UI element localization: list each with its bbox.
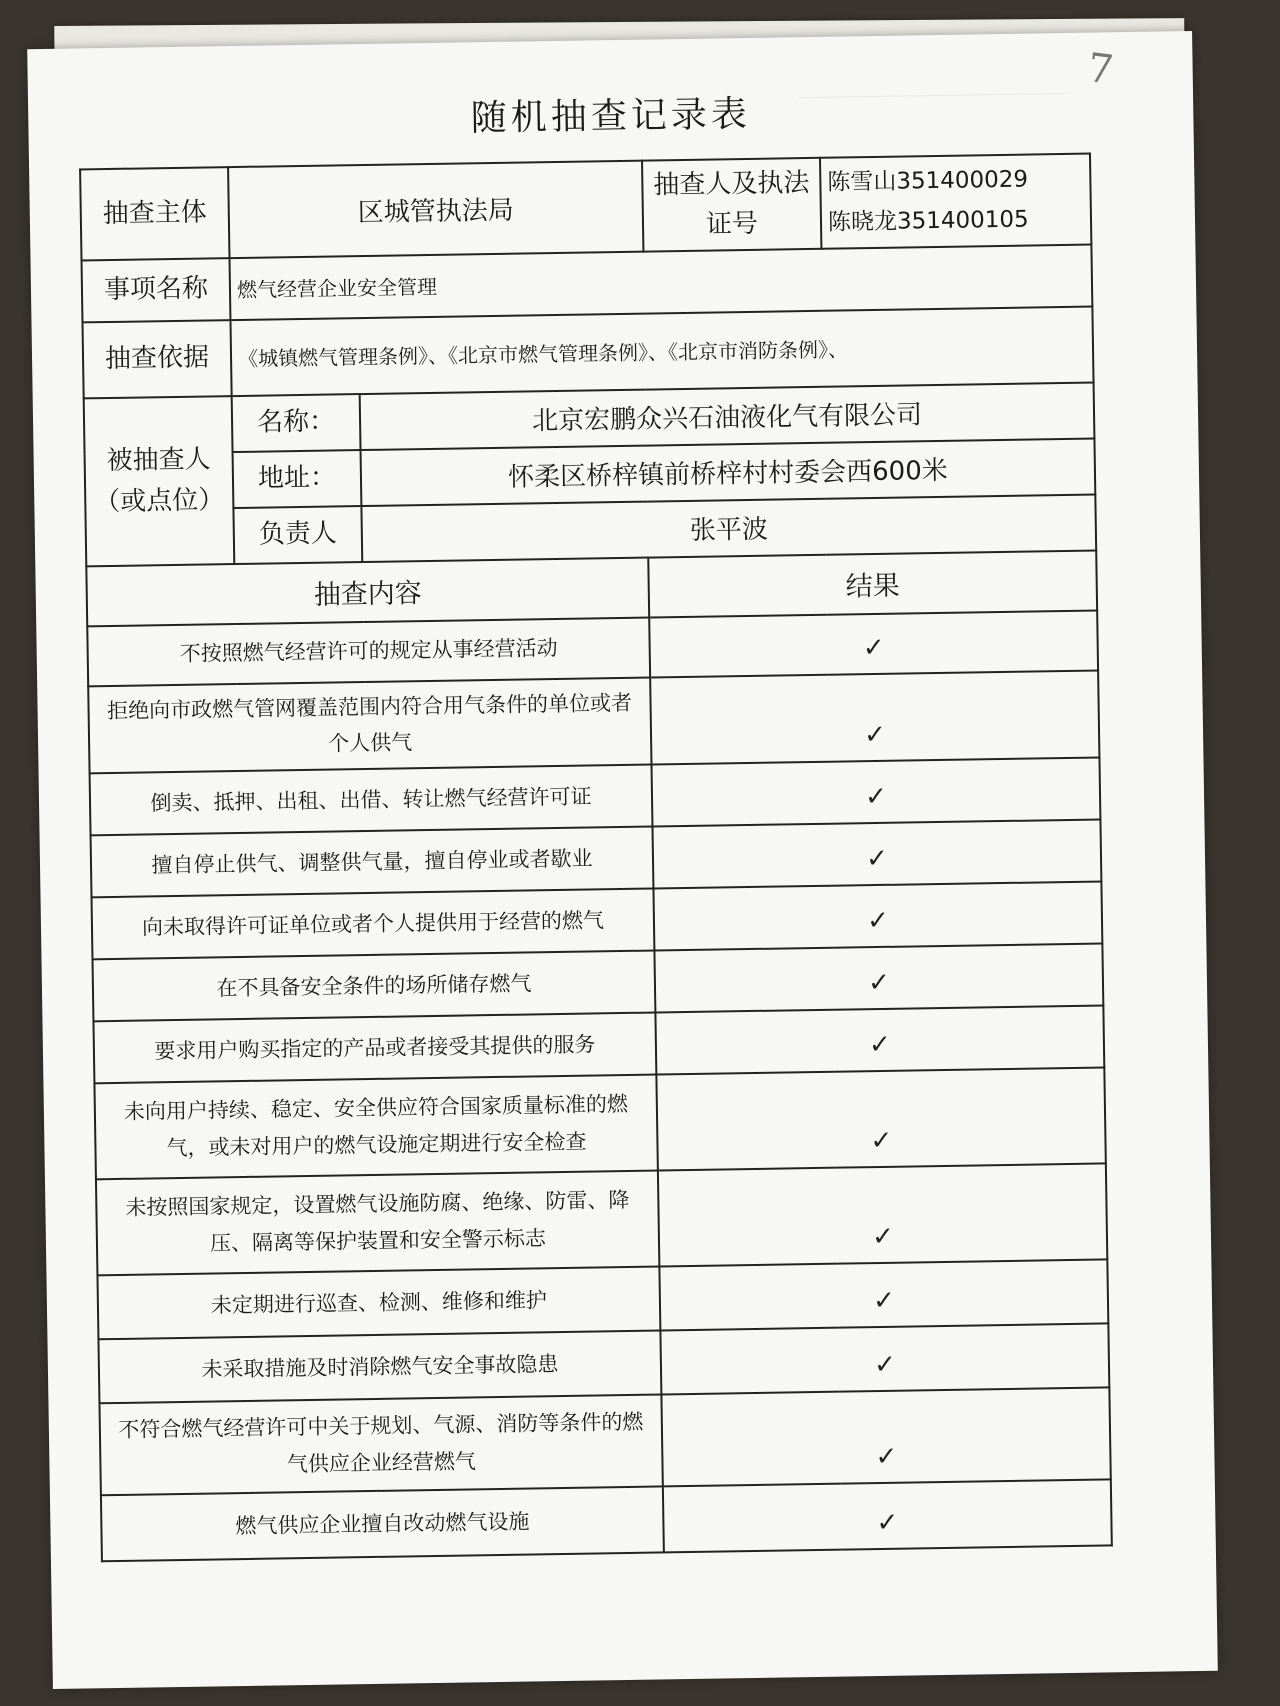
check-mark-icon: ✓ [650, 670, 1099, 765]
inspected-name-label: 名称： [232, 394, 361, 452]
inspected-label: 被抽查人（或点位） [84, 396, 235, 566]
check-mark-icon: ✓ [660, 1324, 1109, 1395]
check-mark-icon: ✓ [652, 820, 1101, 889]
check-item-content: 不符合燃气经营许可中关于规划、气源、消防等条件的燃气供应企业经营燃气 [99, 1395, 662, 1496]
check-mark-icon: ✓ [659, 1260, 1108, 1331]
subject-row [80, 154, 1091, 260]
check-item-content: 在不具备安全条件的场所储存燃气 [92, 951, 655, 1022]
check-mark-icon: ✓ [663, 1480, 1112, 1553]
check-item-content: 要求用户购买指定的产品或者接受其提供的服务 [93, 1013, 656, 1084]
check-item-content: 未定期进行巡查、检测、维修和维护 [97, 1267, 660, 1340]
check-item-content: 未向用户持续、稳定、安全供应符合国家质量标准的燃气，或未对用户的燃气设施定期进行安全检查 [94, 1075, 657, 1180]
inspectors-value [820, 154, 1091, 249]
item-name-value: 燃气经营企业安全管理 [229, 244, 1092, 320]
item-name-label: 事项名称 [82, 258, 231, 322]
inspector-1: 陈雪山351400029 [827, 166, 1029, 196]
page-number: 7 [1084, 45, 1116, 94]
table-row [94, 1068, 1105, 1180]
check-mark-icon: ✓ [655, 1006, 1104, 1075]
subject-label: 抽查主体 [80, 167, 229, 260]
check-item-content: 拒绝向市政燃气管网覆盖范围内符合用气条件的单位或者个人供气 [88, 677, 651, 773]
check-mark-icon: ✓ [658, 1164, 1107, 1267]
check-mark-icon: ✓ [652, 758, 1101, 827]
check-item-content: 未采取措施及时消除燃气安全事故隐患 [98, 1331, 661, 1404]
basis-value: 《城镇燃气管理条例》、《北京市燃气管理条例》、《北京市消防条例》、 [230, 306, 1093, 396]
table-row [96, 1164, 1107, 1276]
content-header: 抽查内容 [86, 557, 649, 626]
table-row [99, 1388, 1110, 1496]
check-item-content: 燃气供应企业擅自改动燃气设施 [101, 1487, 664, 1562]
check-item-content: 未按照国家规定，设置燃气设施防腐、绝缘、防雷、降压、隔离等保护装置和安全警示标志 [96, 1171, 659, 1276]
check-mark-icon: ✓ [653, 882, 1102, 951]
check-item-content: 不按照燃气经营许可的规定从事经营活动 [87, 617, 650, 686]
inspector-2: 陈晓龙351400105 [827, 206, 1029, 236]
inspected-person-value: 张平波 [361, 494, 1096, 562]
table-row [88, 670, 1099, 773]
check-mark-icon: ✓ [649, 610, 1098, 677]
basis-label: 抽查依据 [82, 320, 231, 398]
inspectors-label: 抽查人及执法证号 [642, 158, 821, 251]
check-mark-icon: ✓ [661, 1388, 1110, 1487]
inspected-address-value: 怀柔区桥梓镇前桥梓村村委会西600米 [361, 438, 1096, 506]
check-mark-icon: ✓ [654, 944, 1103, 1013]
subject-value: 区城管执法局 [228, 161, 643, 258]
inspected-person-label: 负责人 [233, 506, 362, 564]
inspected-address-label: 地址： [233, 450, 362, 508]
check-mark-icon: ✓ [656, 1068, 1105, 1171]
check-item-content: 擅自停止供气、调整供气量，擅自停业或者歇业 [91, 827, 654, 898]
result-header: 结果 [648, 550, 1097, 617]
check-item-content: 倒卖、抵押、出租、出借、转让燃气经营许可证 [90, 765, 653, 836]
inspection-form [79, 153, 1113, 1563]
inspected-name-value: 北京宏鹏众兴石油液化气有限公司 [360, 382, 1095, 450]
check-item-content: 向未取得许可证单位或者个人提供用于经营的燃气 [92, 889, 655, 960]
record-sheet [27, 31, 1218, 1689]
page-title: 随机抽查记录表 [470, 93, 752, 140]
